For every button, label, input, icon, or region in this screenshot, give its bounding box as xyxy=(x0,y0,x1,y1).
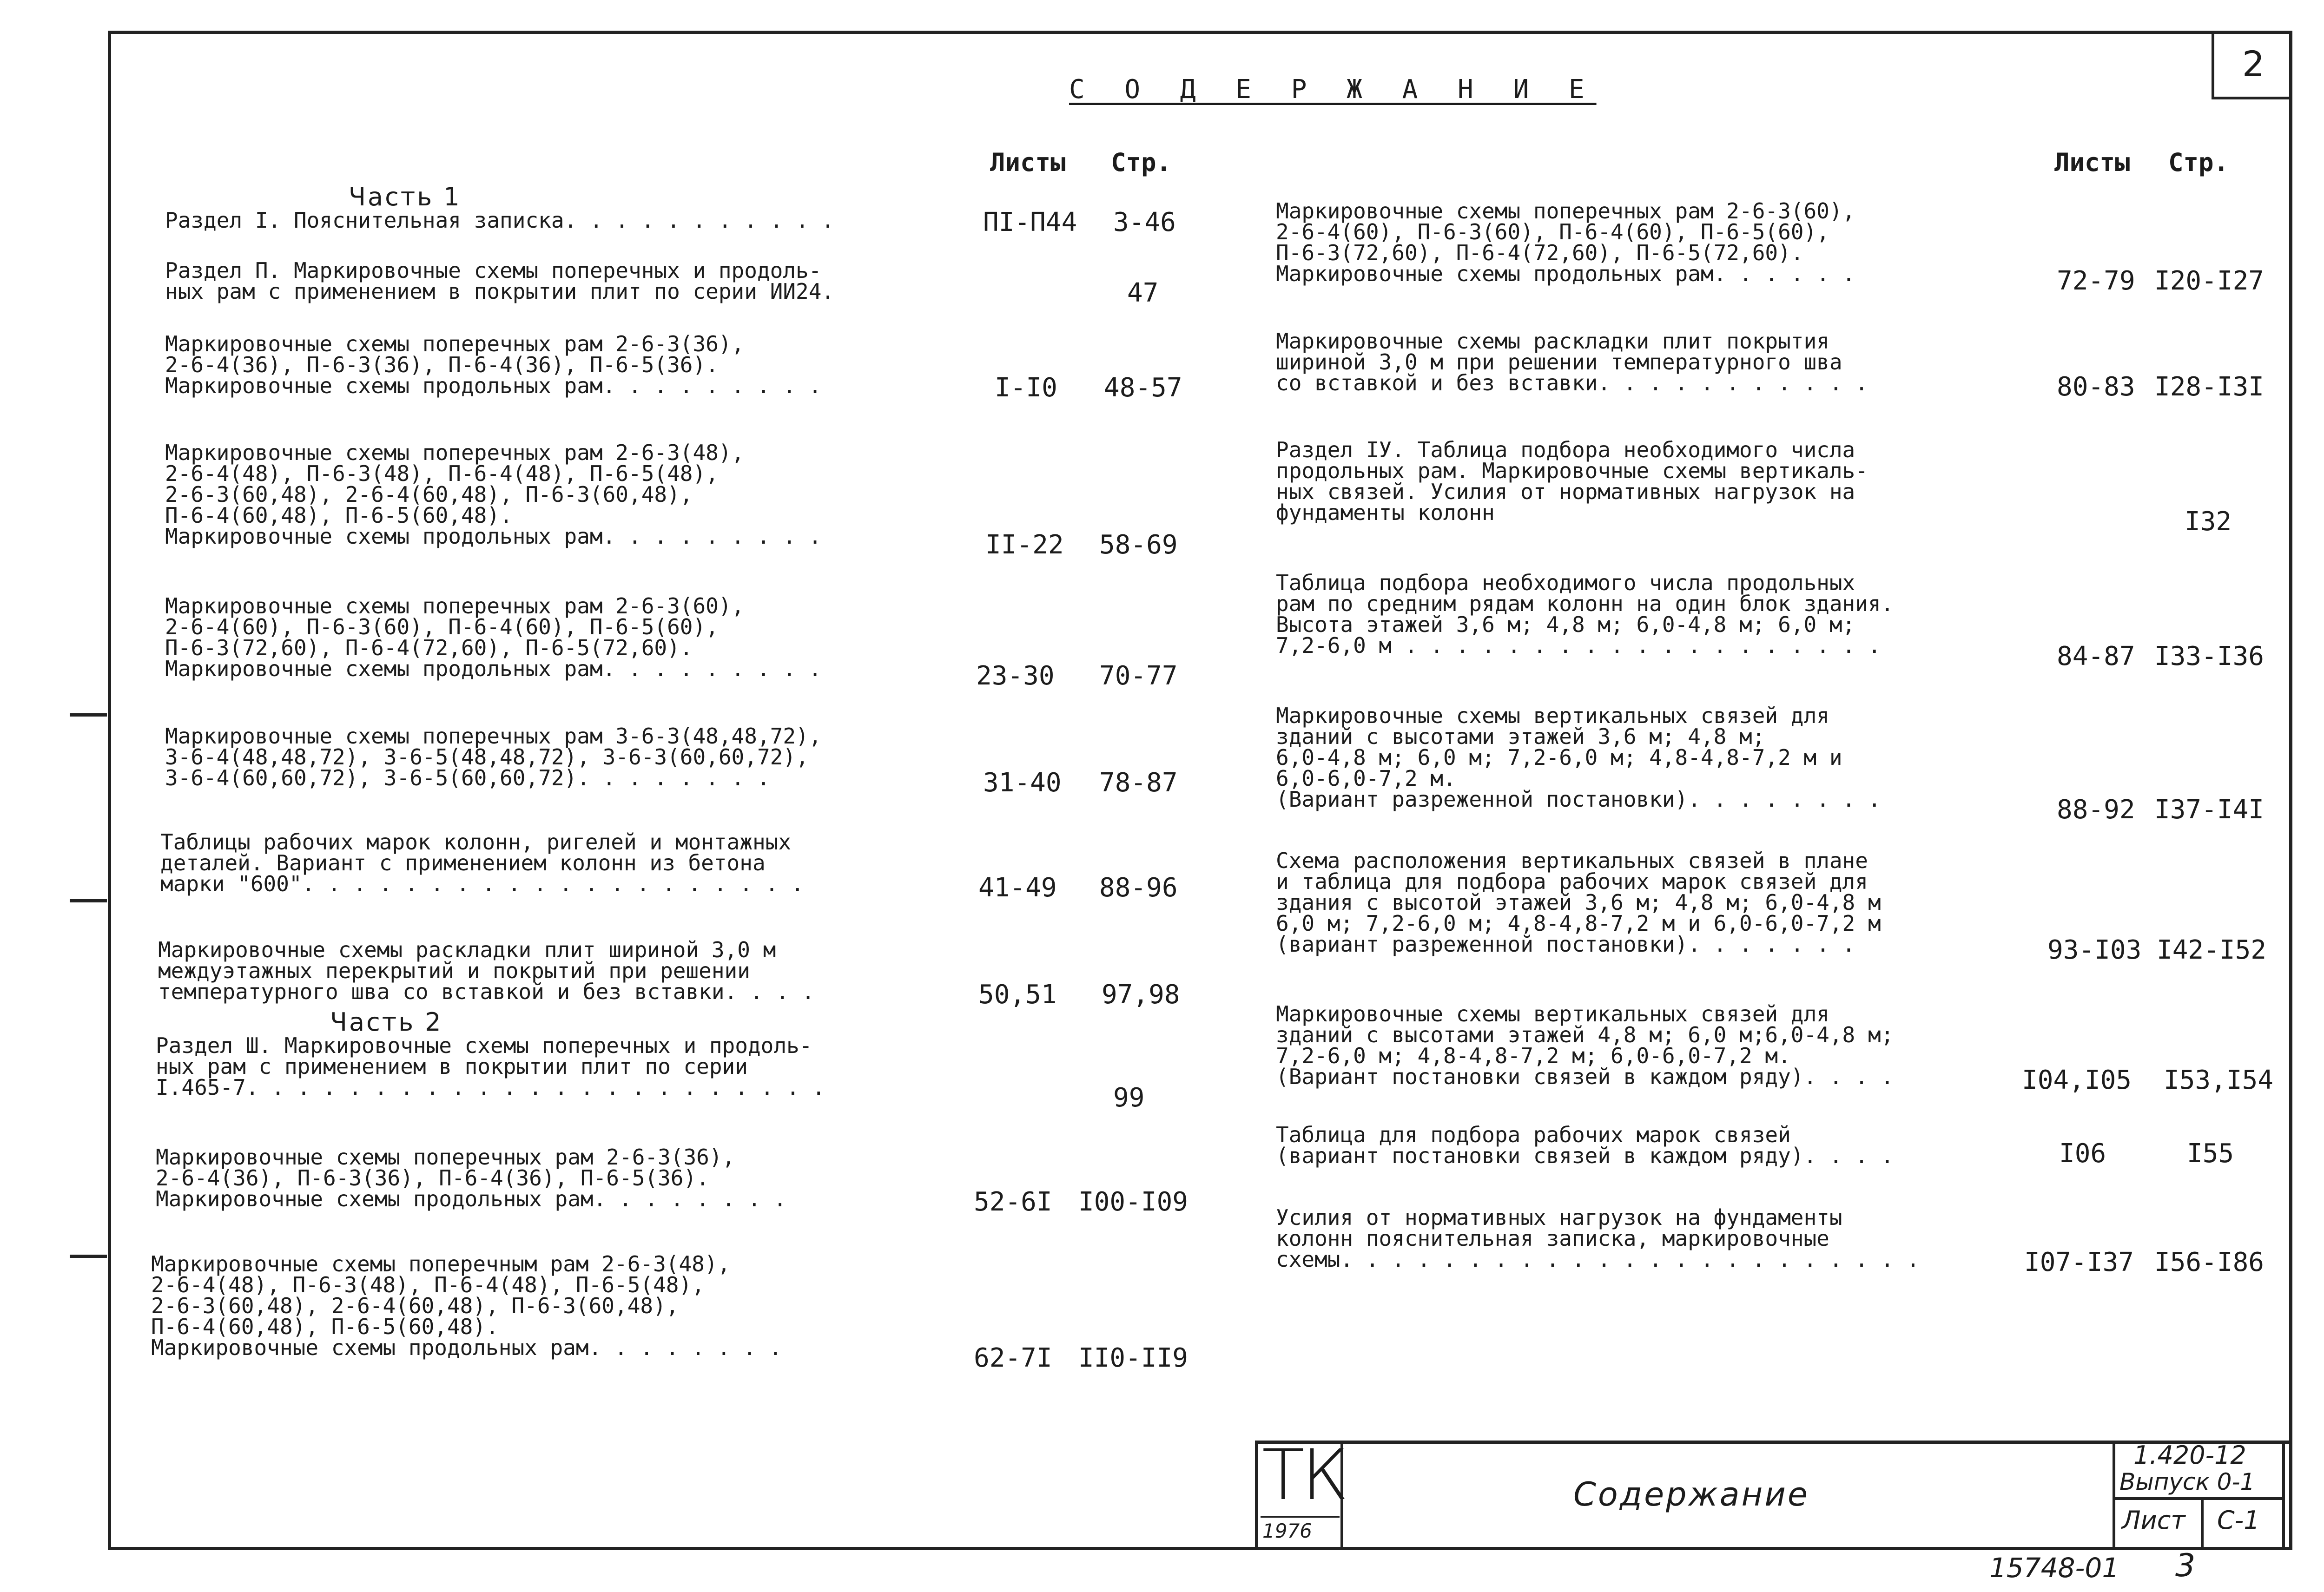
entry-line: Маркировочные схемы продольных рам. . . . . . xyxy=(1276,261,1855,286)
entry-line: Маркировочные схемы вертикальных связей для xyxy=(1276,703,1829,728)
toc-entry xyxy=(156,1147,786,1210)
entry-line: (Вариант постановки связей в каждом ряду). . . . xyxy=(1276,1064,1894,1089)
entry-line: Маркировочные схемы продольных рам. . . . . . . . . xyxy=(165,524,822,549)
entry-line: Усилия от нормативных нагрузок на фундаменты xyxy=(1276,1205,1842,1230)
part-2-label: Часть 2 xyxy=(330,1007,443,1037)
left-pages-header: Стр. xyxy=(1111,148,1172,177)
entry-line: Таблица для подбора рабочих марок связей xyxy=(1276,1122,1791,1147)
toc-entry xyxy=(165,442,821,547)
entry-pages: 47 xyxy=(1127,278,1159,308)
entry-line: зданий с высотами этажей 3,6 м; 4,8 м; xyxy=(1276,724,1765,749)
page-title: С О Д Е Р Ж А Н И Е xyxy=(1069,74,1597,105)
entry-line: Маркировочные схемы поперечных рам 2-6-3(36), xyxy=(156,1145,735,1170)
right-pages-header: Стр. xyxy=(2168,148,2229,177)
entry-pages: II0-II9 xyxy=(1078,1343,1188,1373)
entry-sheets: II-22 xyxy=(985,530,1064,560)
entry-pages: 3-46 xyxy=(1113,207,1176,237)
series-number: 1.420-12 xyxy=(2133,1441,2246,1470)
entry-line: 7,2-6,0 м . . . . . . . . . . . . . . . . . . . xyxy=(1276,633,1881,658)
entry-line: Раздел Ш. Маркировочные схемы поперечных и продоль- xyxy=(156,1033,812,1058)
entry-sheets: 50,51 xyxy=(978,980,1057,1010)
toc-entry xyxy=(165,210,834,231)
toc-entry xyxy=(160,829,804,896)
entry-line: Маркировочные схемы поперечных рам 2-6-3(48), xyxy=(165,440,745,465)
entry-line: со вставкой и без вставки. . . . . . . . . . . xyxy=(1276,370,1868,395)
entry-pages: 99 xyxy=(1113,1083,1145,1113)
entry-pages: I33-I36 xyxy=(2154,641,2265,671)
toc-entry xyxy=(165,726,821,789)
sheet-label: Лист xyxy=(2122,1506,2185,1535)
entry-line: 3-6-4(48,48,72), 3-6-5(48,48,72), 3-6-3(60,60,72), xyxy=(165,744,809,770)
entry-pages: I37-I4I xyxy=(2154,795,2265,825)
entry-pages: I28-I3I xyxy=(2154,372,2265,402)
entry-line: и таблица для подбора рабочих марок связей для xyxy=(1276,869,1868,894)
entry-line: П-6-3(72,60), П-6-4(72,60), П-6-5(72,60). xyxy=(1276,240,1804,265)
entry-sheets: 93-I03 xyxy=(2047,935,2142,965)
issue-number: Выпуск 0-1 xyxy=(2119,1468,2255,1495)
entry-sheets: 80-83 xyxy=(2057,372,2135,402)
entry-line: Таблица подбора необходимого числа продольных xyxy=(1276,570,1855,595)
entry-line: (Вариант разреженной постановки). . . . . . . . xyxy=(1276,787,1881,812)
entry-pages: I32 xyxy=(2185,507,2232,537)
toc-entry xyxy=(165,593,822,681)
entry-line: П-6-4(60,48), П-6-5(60,48). xyxy=(165,503,513,528)
org-logo: ТК xyxy=(1262,1435,1346,1516)
entry-line: Маркировочные схемы поперечных рам 2-6-3(60), xyxy=(1276,198,1855,224)
sheet-value: С-1 xyxy=(2217,1506,2260,1535)
entry-line: деталей. Вариант с применением колонн из бетона xyxy=(160,850,766,875)
entry-pages: I42-I52 xyxy=(2157,935,2267,965)
toc-entry xyxy=(1276,1001,1894,1089)
entry-pages: 58-69 xyxy=(1099,530,1178,560)
stamp-right-line xyxy=(2282,1441,2285,1550)
stamp-year: 1976 xyxy=(1262,1520,1312,1542)
entry-line: здания с высотой этажей 3,6 м; 4,8 м; 6,0-4,8 м xyxy=(1276,890,1881,915)
right-sheets-header: Листы xyxy=(2054,148,2130,177)
entry-line: (вариант постановки связей в каждом ряду). . . . xyxy=(1276,1143,1894,1168)
entry-sheets: I-I0 xyxy=(995,373,1057,403)
toc-entry xyxy=(151,1251,782,1360)
page-number-box xyxy=(2212,31,2292,99)
part-1-label: Часть 1 xyxy=(349,182,462,211)
doc-title: Содержание xyxy=(1573,1475,1809,1513)
entry-line: 2-6-4(60), П-6-3(60), П-6-4(60), П-6-5(60), xyxy=(165,614,719,639)
entry-sheets: 84-87 xyxy=(2057,641,2135,671)
entry-line: Маркировочные схемы продольных рам. . . . . . . . xyxy=(156,1186,787,1211)
entry-line: продольных рам. Маркировочные схемы вертикаль- xyxy=(1276,458,1868,483)
archive-number: 15748-01 xyxy=(1989,1552,2119,1584)
margin-mark xyxy=(70,1255,107,1258)
entry-line: П-6-4(60,48), П-6-5(60,48). xyxy=(151,1314,499,1339)
entry-pages: 48-57 xyxy=(1104,373,1182,403)
stamp-divider-2 xyxy=(2113,1441,2115,1550)
entry-line: Высота этажей 3,6 м; 4,8 м; 6,0-4,8 м; 6,0 м; xyxy=(1276,612,1855,637)
entry-line: 2-6-4(48), П-6-3(48), П-6-4(48), П-6-5(48), xyxy=(151,1272,705,1297)
entry-line: Маркировочные схемы продольных рам. . . . . . . . xyxy=(151,1335,782,1360)
entry-line: схемы. . . . . . . . . . . . . . . . . . . . . . . xyxy=(1276,1247,1920,1272)
entry-pages: I00-I09 xyxy=(1078,1187,1188,1217)
entry-line: колонн пояснительная записка, маркировочные xyxy=(1276,1226,1829,1251)
entry-line: Раздел IУ. Таблица подбора необходимого числа xyxy=(1276,437,1855,462)
entry-line: температурного шва со вставкой и без вставки. . . . xyxy=(158,979,815,1004)
entry-line: Схема расположения вертикальных связей в плане xyxy=(1276,848,1868,873)
entry-line: I.465-7. . . . . . . . . . . . . . . . . . . . . . . xyxy=(156,1075,825,1100)
entry-pages: 78-87 xyxy=(1099,768,1178,798)
entry-line: зданий с высотами этажей 4,8 м; 6,0 м;6,0-4,8 м; xyxy=(1276,1022,1894,1047)
entry-line: Таблицы рабочих марок колонн, ригелей и монтажных xyxy=(160,829,792,855)
entry-line: Маркировочные схемы поперечных рам 3-6-3(48,48,72), xyxy=(165,724,822,749)
entry-line: 2-6-3(60,48), 2-6-4(60,48), П-6-3(60,48), xyxy=(165,482,693,507)
entry-pages: I53,I54 xyxy=(2164,1065,2274,1095)
entry-line: 6,0-6,0-7,2 м. xyxy=(1276,766,1456,791)
entry-pages: 97,98 xyxy=(1102,980,1180,1010)
entry-sheets: ПI-П44 xyxy=(983,207,1077,237)
entry-line: 2-6-4(36), П-6-3(36), П-6-4(36), П-6-5(36). xyxy=(165,352,719,377)
entry-line: П-6-3(72,60), П-6-4(72,60), П-6-5(72,60). xyxy=(165,635,693,660)
entry-sheets: 41-49 xyxy=(978,873,1057,903)
entry-pages: I20-I27 xyxy=(2154,266,2265,296)
page-number: 2 xyxy=(2242,43,2265,85)
entry-line: 2-6-3(60,48), 2-6-4(60,48), П-6-3(60,48), xyxy=(151,1293,679,1318)
entry-sheets: 88-92 xyxy=(2057,795,2135,825)
toc-entry xyxy=(165,260,834,302)
entry-line: Маркировочные схемы поперечных рам 2-6-3(60), xyxy=(165,593,745,618)
stamp-mid-line xyxy=(2113,1497,2284,1500)
entry-pages: 70-77 xyxy=(1099,661,1178,691)
toc-entry xyxy=(165,331,822,398)
entry-line: рам по средним рядам колонн на один блок здания. xyxy=(1276,591,1894,616)
toc-entry xyxy=(1276,1207,1920,1270)
entry-line: 2-6-4(48), П-6-3(48), П-6-4(48), П-6-5(48), xyxy=(165,461,719,486)
entry-line: Маркировочные схемы продольных рам. . . . . . . . . xyxy=(165,373,822,398)
entry-line: (вариант разреженной постановки). . . . . . . xyxy=(1276,932,1855,957)
entry-line: 6,0 м; 7,2-6,0 м; 4,8-4,8-7,2 м и 6,0-6,0-7,2 м xyxy=(1276,911,1881,936)
margin-mark xyxy=(70,899,107,902)
entry-line: Раздел I. Пояснительная записка. . . . . . . . . . . xyxy=(165,208,835,233)
toc-entry xyxy=(1276,331,1868,394)
entry-line: 2-6-4(36), П-6-3(36), П-6-4(36), П-6-5(36). xyxy=(156,1165,709,1191)
entry-line: ных рам с применением в покрытии плит по серии xyxy=(156,1054,748,1079)
entry-sheets: 62-7I xyxy=(974,1343,1052,1373)
entry-line: 6,0-4,8 м; 6,0 м; 7,2-6,0 м; 4,8-4,8-7,2 м и xyxy=(1276,745,1842,770)
entry-sheets: 31-40 xyxy=(983,768,1062,798)
margin-mark xyxy=(70,713,107,717)
entry-line: 7,2-6,0 м; 4,8-4,8-7,2 м; 6,0-6,0-7,2 м. xyxy=(1276,1043,1791,1068)
entry-line: Маркировочные схемы продольных рам. . . . . . . . . xyxy=(165,656,822,681)
entry-line: Маркировочные схемы раскладки плит шириной 3,0 м xyxy=(158,937,776,962)
entry-sheets: I07-I37 xyxy=(2024,1247,2134,1277)
entry-sheets: 72-79 xyxy=(2057,266,2135,296)
entry-pages: I56-I86 xyxy=(2154,1247,2265,1277)
entry-pages: 88-96 xyxy=(1099,873,1178,903)
entry-line: Маркировочные схемы раскладки плит покрытия xyxy=(1276,329,1829,354)
entry-sheets: I04,I05 xyxy=(2022,1065,2132,1095)
toc-entry xyxy=(1276,1122,1894,1168)
toc-entry xyxy=(1276,437,1868,525)
entry-pages: I55 xyxy=(2187,1138,2234,1169)
toc-entry xyxy=(1276,705,1881,810)
toc-entry xyxy=(158,937,815,1004)
entry-line: шириной 3,0 м при решении температурного шва xyxy=(1276,349,1842,375)
entry-sheets: 52-6I xyxy=(974,1187,1052,1217)
toc-entry xyxy=(1276,198,1855,286)
entry-line: междуэтажных перекрытий и покрытий при решении xyxy=(158,958,750,983)
entry-line: ных связей. Усилия от нормативных нагрузок на xyxy=(1276,479,1855,504)
footer-page: 3 xyxy=(2175,1547,2196,1584)
entry-line: фундаменты колонн xyxy=(1276,500,1495,525)
left-sheets-header: Листы xyxy=(990,148,1066,177)
toc-entry xyxy=(156,1035,825,1098)
stamp-left-line xyxy=(1255,1441,1258,1550)
entry-line: 3-6-4(60,60,72), 3-6-5(60,60,72). . . . . . . . xyxy=(165,765,770,790)
entry-line: Маркировочные схемы поперечных рам 2-6-3(36), xyxy=(165,331,745,356)
entry-line: Раздел П. Маркировочные схемы поперечных и продоль- xyxy=(165,258,822,283)
entry-line: ных рам с применением в покрытии плит по серии ИИ24. xyxy=(165,279,835,304)
entry-line: Маркировочные схемы вертикальных связей для xyxy=(1276,1001,1829,1026)
entry-sheets: 23-30 xyxy=(976,661,1055,691)
entry-line: Маркировочные схемы поперечным рам 2-6-3(48), xyxy=(151,1251,731,1276)
toc-entry xyxy=(1276,850,1881,955)
entry-line: марки "600". . . . . . . . . . . . . . . . . . . . xyxy=(160,871,804,896)
toc-entry xyxy=(1276,572,1894,656)
stamp-sheet-divider xyxy=(2201,1497,2204,1550)
entry-sheets: I06 xyxy=(2059,1138,2106,1169)
logo-underline xyxy=(1261,1516,1340,1518)
entry-line: 2-6-4(60), П-6-3(60), П-6-4(60), П-6-5(60), xyxy=(1276,219,1829,244)
